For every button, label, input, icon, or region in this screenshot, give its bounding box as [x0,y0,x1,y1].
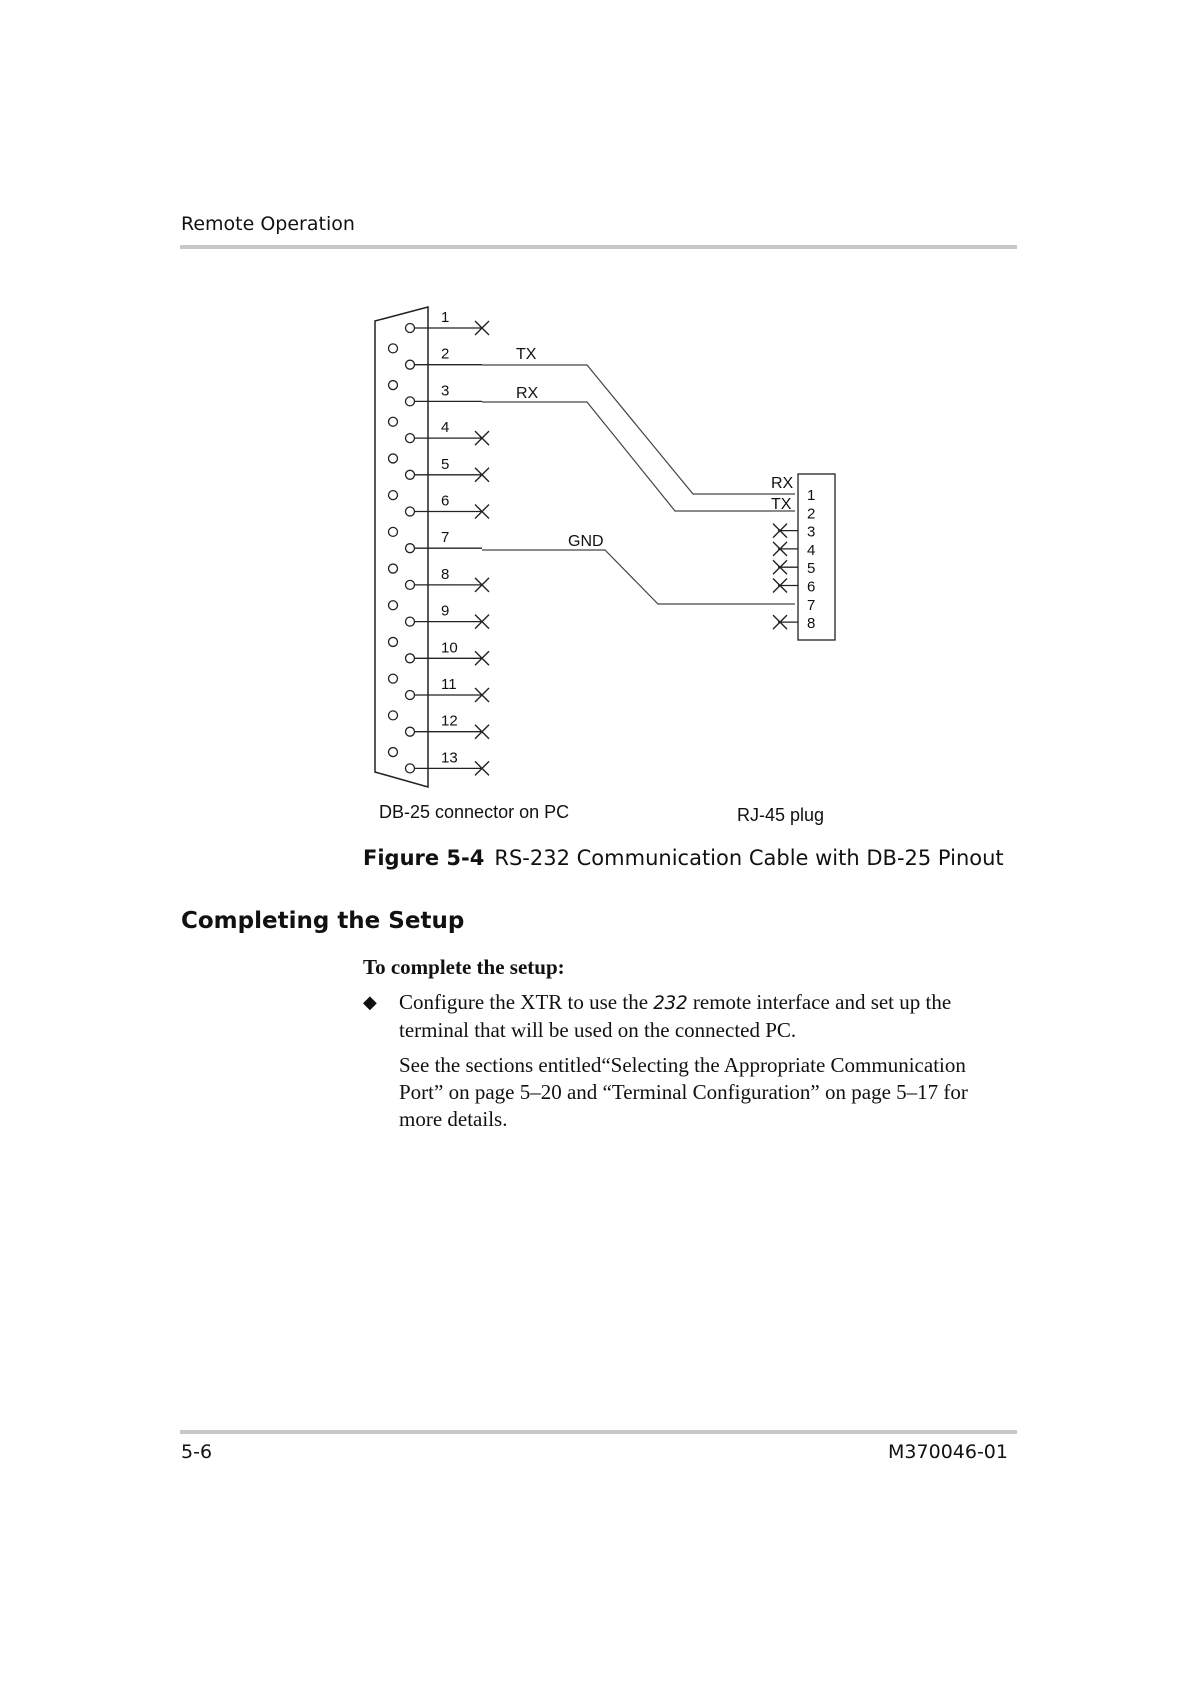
gnd-wire [482,550,795,604]
db25-pin-1-circle [406,324,415,333]
db25-pin-12-label: 12 [441,712,458,730]
footer-rule [180,1430,1017,1434]
rj45-pin-4-label: 4 [807,541,816,559]
step-text-after: remote interface and set up the terminal that will be used on the connected PC. [399,990,952,1042]
tx-signal-label: TX [516,346,537,363]
db25-outer-hole [389,454,398,463]
db25-outer-holes [389,344,398,757]
figure-caption [363,846,1004,870]
db25-pin-5-label: 5 [441,455,450,473]
db25-pin-6-label: 6 [441,492,450,510]
db25-pin-10-circle [406,654,415,663]
procedure-heading: To complete the setup: [363,955,565,979]
db25-outer-hole [389,748,398,757]
db25-pins [406,309,490,775]
db25-pin-4-circle [406,434,415,443]
procedure-step [363,989,1013,1044]
diamond-bullet-icon: ◆ [363,992,377,1012]
db25-outer-hole [389,711,398,720]
rx-signal-label: RX [516,385,539,402]
rj45-plug-label: RJ-45 plug [737,805,825,825]
db25-outer-hole [389,637,398,646]
db25-pin-13-circle [406,764,415,773]
footer-page-number: 5-6 [181,1441,213,1463]
step-text-before: Configure the XTR to use the [399,990,654,1014]
db25-pin-3-circle [406,397,415,406]
db25-pin-11-circle [406,691,415,700]
rj45-pin-6-label: 6 [807,578,816,596]
db25-pin-8-circle [406,580,415,589]
rj45-tx-label: TX [771,496,792,513]
db25-outer-hole [389,344,398,353]
gnd-signal-label: GND [568,533,604,550]
db25-outer-hole [389,564,398,573]
db25-connector-label: DB-25 connector on PC [379,802,570,822]
db25-outer-hole [389,527,398,536]
db25-pin-7-circle [406,544,415,553]
step-text [399,989,1013,1044]
section-heading: Completing the Setup [181,908,465,934]
rj45-pin-7-label: 7 [807,596,816,614]
rj45-body [798,474,835,640]
db25-pin-7-label: 7 [441,529,450,547]
db25-pin-11-label: 11 [441,676,457,693]
figure-caption-text: RS-232 Communication Cable with DB-25 Pinout [494,846,1004,870]
running-header-title: Remote Operation [181,213,355,235]
rj45-pin-5-label: 5 [807,560,816,578]
db25-pin-2-label: 2 [441,345,450,363]
db25-pin-13-label: 13 [441,749,458,767]
db25-outer-hole [389,381,398,390]
db25-pin-8-label: 8 [441,565,450,583]
db25-pin-10-label: 10 [441,639,458,657]
footer-document-number: M370046-01 [888,1441,1008,1463]
rj45-pin-1-label: 1 [807,487,816,504]
rj45-pin-3-label: 3 [807,523,816,541]
rj45-rx-label: RX [771,475,794,492]
rx-wire [482,402,795,511]
db25-outer-hole [389,491,398,500]
db25-outer-hole [389,674,398,683]
db25-outer-hole [389,417,398,426]
db25-pin-9-label: 9 [441,602,450,620]
db25-pin-12-circle [406,727,415,736]
db25-pin-3-label: 3 [441,382,450,400]
db25-pin-4-label: 4 [441,419,450,437]
db25-shell [375,307,428,787]
db25-pin-1-label: 1 [441,309,450,326]
see-also-text: See the sections entitled“Selecting the Appropriate Communication Port” on page 5–20 and “Terminal Configuration” on page 5–17 for more details. [399,1053,968,1131]
rj45-pin-2-label: 2 [807,505,816,523]
rj45-pin-8-label: 8 [807,615,816,633]
figure-number: Figure 5-4 [363,846,485,870]
db25-pin-9-circle [406,617,415,626]
db25-pin-5-circle [406,470,415,479]
db25-pin-6-circle [406,507,415,516]
lcd-232-value: 232 [653,992,688,1014]
db25-pin-2-circle [406,360,415,369]
db25-outer-hole [389,601,398,610]
